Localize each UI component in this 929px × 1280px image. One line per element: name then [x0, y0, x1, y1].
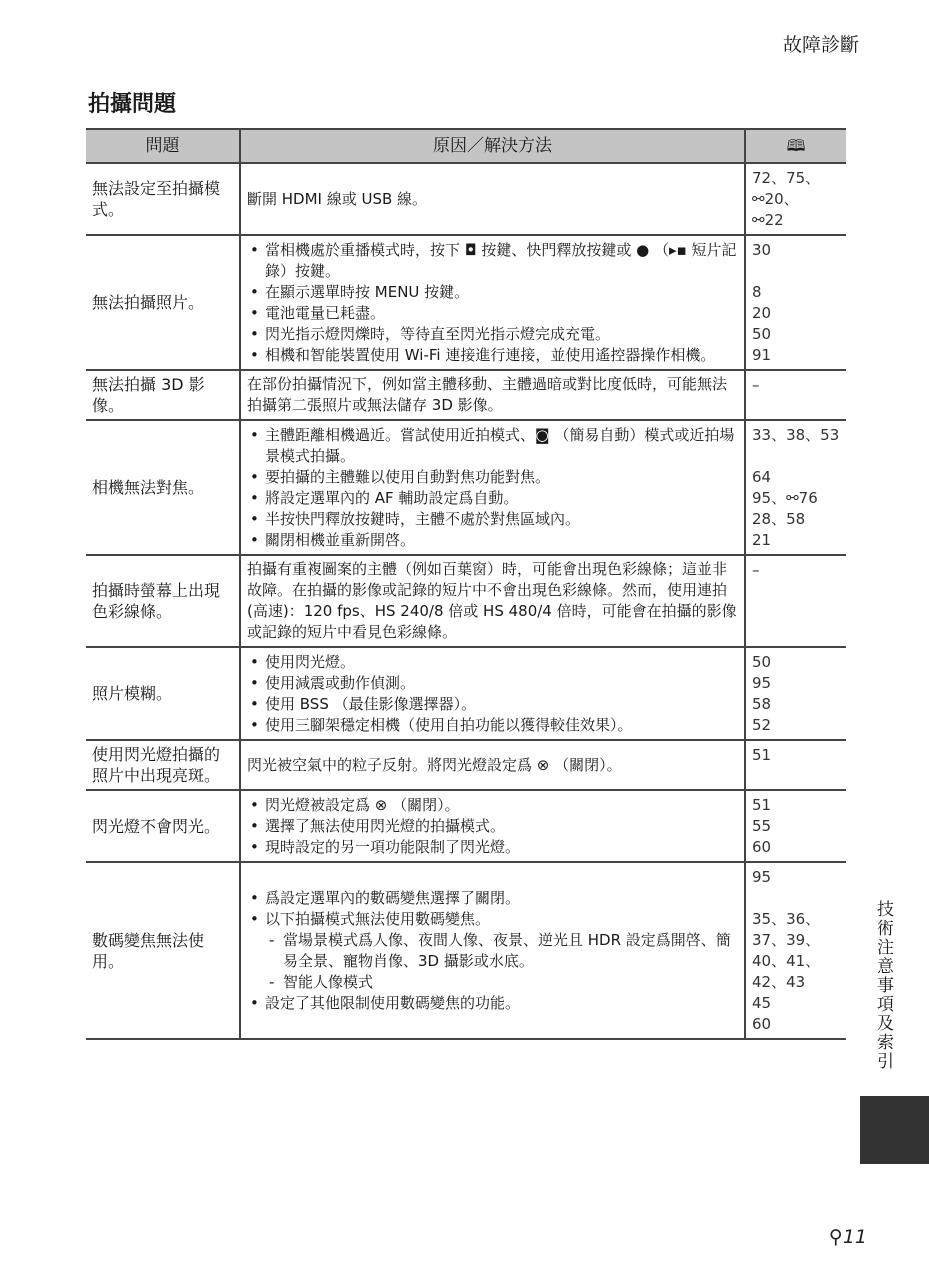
page-reference-cell — [745, 420, 846, 555]
page-reference: 35、36、 — [752, 910, 821, 928]
page-reference: 95 — [752, 868, 772, 886]
page-reference: 52 — [752, 716, 772, 734]
solution-cell — [240, 647, 745, 740]
cause-item: • 電池電量已耗盡。 — [247, 303, 738, 324]
page-reference: 95 — [752, 674, 772, 692]
problem-cell: 數碼變焦無法使用。 — [86, 862, 240, 1039]
problem-cell: 無法拍攝照片。 — [86, 235, 240, 370]
page-reference-cell — [745, 555, 846, 647]
page-reference-cell — [745, 740, 846, 790]
section-title: 拍攝問題 — [88, 92, 177, 117]
page-reference: ⚯22 — [752, 211, 784, 229]
table-row — [86, 370, 846, 420]
cause-item: • 爲設定選單內的數碼變焦選擇了關閉。 — [247, 888, 738, 909]
table-row — [86, 862, 846, 1039]
page-reference: 33、38、53 — [752, 426, 840, 444]
troubleshooting-table — [86, 128, 846, 1040]
page-reference-cell — [745, 163, 846, 235]
cause-item: • 閃光指示燈閃爍時，等待直至閃光指示燈完成充電。 — [247, 324, 738, 345]
cause-list — [247, 240, 738, 366]
cause-item: • 半按快門釋放按鍵時，主體不處於對焦區域內。 — [247, 509, 738, 530]
cause-item: • 使用減震或動作偵測。 — [247, 673, 738, 694]
page-reference: 30 — [752, 241, 772, 259]
cause-item: - 智能人像模式 — [247, 972, 738, 993]
page-reference — [752, 261, 840, 282]
cause-item: • 當相機處於重播模式時，按下 ◘ 按鍵、快門釋放按鍵或 ● （▸▪ 短片記錄）按鍵。 — [247, 240, 738, 282]
page-reference: 45 — [752, 994, 772, 1012]
cause-item: • 使用 BSS （最佳影像選擇器）。 — [247, 694, 738, 715]
page-reference: 72、75、 — [752, 169, 821, 187]
cause-list — [247, 425, 738, 551]
column-header-reference — [745, 129, 846, 163]
page-reference: – — [752, 561, 760, 579]
cause-item: • 關閉相機並重新開啓。 — [247, 530, 738, 551]
page-reference: 37、39、 — [752, 931, 821, 949]
page-reference: 40、41、 — [752, 952, 821, 970]
table-header-row — [86, 129, 846, 163]
table-row — [86, 420, 846, 555]
page-reference-cell — [745, 235, 846, 370]
solution-cell: 拍攝有重複圖案的主體（例如百葉窗）時，可能會出現色彩線條；這並非故障。在拍攝的影像或記錄的短片中不會出現色彩線條。然而，使用連拍(高速)：120 fps、HS 240/8 倍或 HS 480/4 倍時，可能會在拍攝的影像或記錄的短片中看見色彩線條。 — [240, 555, 745, 647]
page-reference: 58 — [752, 695, 772, 713]
cause-item: • 以下拍攝模式無法使用數碼變焦。 — [247, 909, 738, 930]
problem-cell: 拍攝時螢幕上出現色彩線條。 — [86, 555, 240, 647]
page-reference — [752, 888, 840, 909]
page-number: ⚲11 — [828, 1226, 867, 1248]
table-row — [86, 235, 846, 370]
book-icon: 🕮 — [786, 136, 806, 155]
table-row — [86, 555, 846, 647]
page-reference-cell — [745, 370, 846, 420]
table-row — [86, 790, 846, 862]
table-row — [86, 163, 846, 235]
page-reference: – — [752, 376, 760, 394]
column-header-solution: 原因／解決方法 — [240, 129, 745, 163]
cause-item: • 要拍攝的主體難以使用自動對焦功能對焦。 — [247, 467, 738, 488]
column-header-problem: 問題 — [86, 129, 240, 163]
solution-cell: 在部份拍攝情況下，例如當主體移動、主體過暗或對比度低時，可能無法拍攝第二張照片或無法儲存 3D 影像。 — [240, 370, 745, 420]
cause-list — [247, 888, 738, 1014]
page-reference-cell — [745, 862, 846, 1039]
page-reference: 28、58 — [752, 510, 806, 528]
table-row — [86, 740, 846, 790]
page-reference: 8 — [752, 283, 762, 301]
page-reference: 42、43 — [752, 973, 806, 991]
header-title: 故障診斷 — [782, 34, 859, 56]
cause-item: • 在顯示選單時按 MENU 按鍵。 — [247, 282, 738, 303]
page-reference: 51 — [752, 796, 772, 814]
page-reference: 60 — [752, 1015, 772, 1033]
problem-cell: 無法設定至拍攝模式。 — [86, 163, 240, 235]
page-reference: 50 — [752, 325, 772, 343]
page-reference — [752, 446, 840, 467]
page-reference: 60 — [752, 838, 772, 856]
solution-cell — [240, 420, 745, 555]
problem-cell: 相機無法對焦。 — [86, 420, 240, 555]
side-tab-block — [860, 1096, 929, 1164]
problem-cell: 使用閃光燈拍攝的照片中出現亮斑。 — [86, 740, 240, 790]
page-reference-cell — [745, 790, 846, 862]
page-reference: 64 — [752, 468, 772, 486]
page-reference: 21 — [752, 531, 772, 549]
cause-item: - 當場景模式爲人像、夜間人像、夜景、逆光且 HDR 設定爲開啓、簡易全景、寵物肖像、3D 攝影或水底。 — [247, 930, 738, 972]
cause-item: • 設定了其他限制使用數碼變焦的功能。 — [247, 993, 738, 1014]
page-reference: 51 — [752, 746, 772, 764]
solution-cell: 閃光被空氣中的粒子反射。將閃光燈設定爲 ⊗ （關閉）。 — [240, 740, 745, 790]
page-reference: 20 — [752, 304, 772, 322]
cause-item: • 將設定選單內的 AF 輔助設定爲自動。 — [247, 488, 738, 509]
solution-cell — [240, 862, 745, 1039]
page-reference: ⚯20、 — [752, 190, 799, 208]
solution-cell — [240, 235, 745, 370]
solution-cell — [240, 790, 745, 862]
problem-cell: 無法拍攝 3D 影像。 — [86, 370, 240, 420]
page-reference: 91 — [752, 346, 772, 364]
cause-item: • 選擇了無法使用閃光燈的拍攝模式。 — [247, 816, 738, 837]
problem-cell: 照片模糊。 — [86, 647, 240, 740]
problem-cell: 閃光燈不會閃光。 — [86, 790, 240, 862]
side-tab-label: 技術注意事項及索引 — [873, 900, 893, 1071]
cause-item: • 相機和智能裝置使用 Wi-Fi 連接進行連接，並使用遙控器操作相機。 — [247, 345, 738, 366]
cause-item: • 閃光燈被設定爲 ⊗ （關閉）。 — [247, 795, 738, 816]
cause-list — [247, 795, 738, 858]
cause-item: • 使用三腳架穩定相機（使用自拍功能以獲得較佳效果）。 — [247, 715, 738, 736]
cause-item: • 主體距離相機過近。嘗試使用近拍模式、◙ （簡易自動）模式或近拍場景模式拍攝。 — [247, 425, 738, 467]
cause-item: • 使用閃光燈。 — [247, 652, 738, 673]
page-reference: 95、⚯76 — [752, 489, 818, 507]
solution-cell: 斷開 HDMI 線或 USB 線。 — [240, 163, 745, 235]
page-reference: 55 — [752, 817, 772, 835]
cause-list — [247, 652, 738, 736]
page-reference: 50 — [752, 653, 772, 671]
table-row — [86, 647, 846, 740]
cause-item: • 現時設定的另一項功能限制了閃光燈。 — [247, 837, 738, 858]
page-reference-cell — [745, 647, 846, 740]
